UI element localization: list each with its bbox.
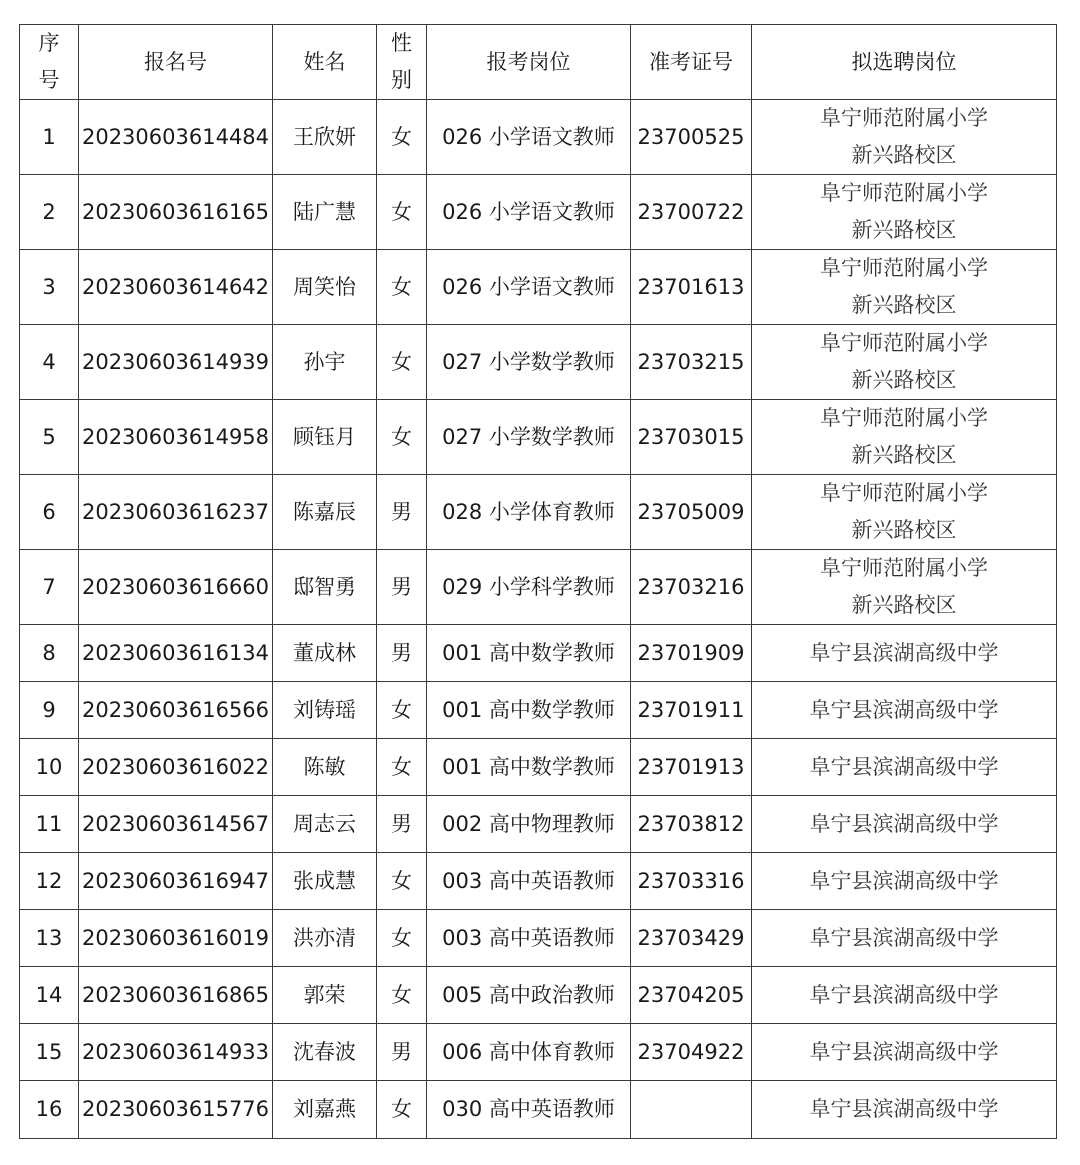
cell-assigned-unit	[752, 325, 1057, 400]
cell-gender: 女	[377, 400, 427, 475]
cell-position: 003 高中英语教师	[427, 910, 631, 967]
cell-position: 026 小学语文教师	[427, 250, 631, 325]
cell-reg-no: 20230603616165	[79, 175, 273, 250]
cell-position: 002 高中物理教师	[427, 796, 631, 853]
cell-seq: 7	[20, 550, 79, 625]
table-row	[20, 1081, 1057, 1139]
assigned-unit-line1: 阜宁县滨湖高级中学	[809, 868, 999, 893]
cell-gender: 女	[377, 175, 427, 250]
table-row	[20, 475, 1057, 550]
cell-position: 001 高中数学教师	[427, 739, 631, 796]
cell-position: 005 高中政治教师	[427, 967, 631, 1024]
table-row	[20, 682, 1057, 739]
assigned-unit-line1: 阜宁县滨湖高级中学	[809, 1039, 999, 1064]
cell-reg-no: 20230603616947	[79, 853, 273, 910]
cell-assigned-unit	[752, 550, 1057, 625]
assigned-unit-line1: 阜宁县滨湖高级中学	[809, 1097, 999, 1121]
assigned-unit-line2: 新兴路校区	[851, 443, 957, 467]
assigned-unit-line2: 新兴路校区	[851, 143, 957, 167]
cell-gender: 男	[377, 475, 427, 550]
cell-name: 刘嘉燕	[273, 1081, 377, 1139]
cell-reg-no: 20230603616022	[79, 739, 273, 796]
cell-name: 王欣妍	[273, 100, 377, 175]
assigned-unit-line2: 新兴路校区	[851, 218, 957, 242]
cell-name: 周志云	[273, 796, 377, 853]
cell-gender: 女	[377, 100, 427, 175]
cell-gender: 女	[377, 1081, 427, 1139]
cell-assigned-unit	[752, 796, 1057, 853]
cell-seq: 15	[20, 1024, 79, 1081]
cell-position: 001 高中数学教师	[427, 682, 631, 739]
cell-name: 邸智勇	[273, 550, 377, 625]
cell-name: 沈春波	[273, 1024, 377, 1081]
cell-name: 陈敏	[273, 739, 377, 796]
cell-gender: 男	[377, 625, 427, 682]
header-seq	[20, 25, 79, 100]
cell-assigned-unit	[752, 625, 1057, 682]
cell-name: 郭荣	[273, 967, 377, 1024]
assigned-unit-line2: 新兴路校区	[851, 593, 957, 617]
header-gender-line2: 别	[391, 68, 412, 92]
cell-exam-no: 23701911	[631, 682, 752, 739]
cell-seq: 14	[20, 967, 79, 1024]
cell-gender: 女	[377, 739, 427, 796]
header-row	[20, 25, 1057, 100]
assigned-unit-line1: 阜宁师范附属小学	[820, 181, 988, 205]
cell-gender: 男	[377, 550, 427, 625]
table-row	[20, 853, 1057, 910]
assigned-unit-line2: 新兴路校区	[851, 518, 957, 542]
cell-assigned-unit	[752, 967, 1057, 1024]
cell-reg-no: 20230603614484	[79, 100, 273, 175]
cell-assigned-unit	[752, 250, 1057, 325]
header-gender-line1: 性	[391, 31, 412, 55]
cell-exam-no: 23700722	[631, 175, 752, 250]
cell-seq: 2	[20, 175, 79, 250]
cell-assigned-unit	[752, 400, 1057, 475]
cell-position: 029 小学科学教师	[427, 550, 631, 625]
cell-name: 张成慧	[273, 853, 377, 910]
cell-reg-no: 20230603615776	[79, 1081, 273, 1139]
cell-position: 026 小学语文教师	[427, 100, 631, 175]
cell-gender: 男	[377, 1024, 427, 1081]
table-row	[20, 796, 1057, 853]
cell-assigned-unit	[752, 853, 1057, 910]
cell-seq: 10	[20, 739, 79, 796]
cell-position: 027 小学数学教师	[427, 325, 631, 400]
header-seq-line1: 序	[38, 31, 60, 55]
cell-reg-no: 20230603616865	[79, 967, 273, 1024]
cell-seq: 12	[20, 853, 79, 910]
cell-exam-no: 23703215	[631, 325, 752, 400]
cell-reg-no: 20230603616019	[79, 910, 273, 967]
cell-name: 孙宇	[273, 325, 377, 400]
cell-exam-no: 23701913	[631, 739, 752, 796]
header-name: 姓名	[273, 25, 377, 100]
cell-assigned-unit	[752, 1024, 1057, 1081]
cell-reg-no: 20230603616660	[79, 550, 273, 625]
cell-exam-no: 23704205	[631, 967, 752, 1024]
cell-gender: 男	[377, 796, 427, 853]
cell-name: 陈嘉辰	[273, 475, 377, 550]
cell-seq: 11	[20, 796, 79, 853]
cell-name: 洪亦清	[273, 910, 377, 967]
assigned-unit-line1: 阜宁县滨湖高级中学	[809, 640, 999, 665]
table-row	[20, 400, 1057, 475]
cell-reg-no: 20230603616134	[79, 625, 273, 682]
assigned-unit-line1: 阜宁师范附属小学	[820, 556, 988, 580]
cell-seq: 1	[20, 100, 79, 175]
cell-exam-no: 23700525	[631, 100, 752, 175]
assigned-unit-line2: 新兴路校区	[851, 368, 957, 392]
cell-assigned-unit	[752, 475, 1057, 550]
recruitment-roster-table	[19, 24, 1057, 1139]
cell-exam-no: 23704922	[631, 1024, 752, 1081]
table-row	[20, 100, 1057, 175]
assigned-unit-line1: 阜宁县滨湖高级中学	[809, 811, 999, 836]
table-row	[20, 175, 1057, 250]
cell-reg-no: 20230603614642	[79, 250, 273, 325]
assigned-unit-line1: 阜宁县滨湖高级中学	[809, 754, 999, 779]
cell-exam-no: 23701909	[631, 625, 752, 682]
cell-exam-no: 23703316	[631, 853, 752, 910]
cell-exam-no: 23703015	[631, 400, 752, 475]
header-assigned-unit: 拟选聘岗位	[752, 25, 1057, 100]
cell-name: 陆广慧	[273, 175, 377, 250]
cell-name: 刘铸瑶	[273, 682, 377, 739]
cell-seq: 3	[20, 250, 79, 325]
cell-reg-no: 20230603616566	[79, 682, 273, 739]
cell-seq: 4	[20, 325, 79, 400]
header-gender	[377, 25, 427, 100]
cell-reg-no: 20230603614567	[79, 796, 273, 853]
assigned-unit-line1: 阜宁师范附属小学	[820, 256, 988, 280]
assigned-unit-line1: 阜宁县滨湖高级中学	[809, 697, 999, 722]
header-position: 报考岗位	[427, 25, 631, 100]
cell-exam-no: 23703429	[631, 910, 752, 967]
assigned-unit-line1: 阜宁师范附属小学	[820, 406, 988, 430]
assigned-unit-line1: 阜宁师范附属小学	[820, 106, 988, 130]
cell-seq: 9	[20, 682, 79, 739]
cell-seq: 5	[20, 400, 79, 475]
cell-seq: 16	[20, 1081, 79, 1139]
cell-name: 董成林	[273, 625, 377, 682]
cell-reg-no: 20230603616237	[79, 475, 273, 550]
table-row	[20, 1024, 1057, 1081]
cell-position: 028 小学体育教师	[427, 475, 631, 550]
table-row	[20, 739, 1057, 796]
cell-exam-no	[631, 1081, 752, 1139]
cell-reg-no: 20230603614939	[79, 325, 273, 400]
table-row	[20, 325, 1057, 400]
header-exam-no: 准考证号	[631, 25, 752, 100]
assigned-unit-line1: 阜宁师范附属小学	[820, 331, 988, 355]
table-row	[20, 625, 1057, 682]
cell-position: 003 高中英语教师	[427, 853, 631, 910]
table-row	[20, 910, 1057, 967]
cell-gender: 女	[377, 325, 427, 400]
assigned-unit-line1: 阜宁县滨湖高级中学	[809, 982, 999, 1007]
cell-exam-no: 23701613	[631, 250, 752, 325]
header-reg-no: 报名号	[79, 25, 273, 100]
assigned-unit-line1: 阜宁师范附属小学	[820, 481, 988, 505]
cell-gender: 女	[377, 682, 427, 739]
cell-position: 006 高中体育教师	[427, 1024, 631, 1081]
cell-position: 030 高中英语教师	[427, 1081, 631, 1139]
assigned-unit-line1: 阜宁县滨湖高级中学	[809, 925, 999, 950]
cell-seq: 13	[20, 910, 79, 967]
header-seq-line2: 号	[38, 68, 60, 92]
cell-name: 周笑怡	[273, 250, 377, 325]
cell-position: 026 小学语文教师	[427, 175, 631, 250]
cell-gender: 女	[377, 853, 427, 910]
table-row	[20, 250, 1057, 325]
cell-assigned-unit	[752, 175, 1057, 250]
cell-reg-no: 20230603614958	[79, 400, 273, 475]
table-row	[20, 967, 1057, 1024]
cell-name: 顾钰月	[273, 400, 377, 475]
cell-gender: 女	[377, 967, 427, 1024]
cell-gender: 女	[377, 250, 427, 325]
cell-exam-no: 23703216	[631, 550, 752, 625]
cell-seq: 8	[20, 625, 79, 682]
cell-exam-no: 23703812	[631, 796, 752, 853]
assigned-unit-line2: 新兴路校区	[851, 293, 957, 317]
cell-assigned-unit	[752, 1081, 1057, 1139]
cell-assigned-unit	[752, 100, 1057, 175]
roster-body	[20, 100, 1057, 1139]
cell-reg-no: 20230603614933	[79, 1024, 273, 1081]
cell-assigned-unit	[752, 910, 1057, 967]
cell-seq: 6	[20, 475, 79, 550]
table-row	[20, 550, 1057, 625]
cell-gender: 女	[377, 910, 427, 967]
cell-position: 001 高中数学教师	[427, 625, 631, 682]
cell-assigned-unit	[752, 739, 1057, 796]
cell-assigned-unit	[752, 682, 1057, 739]
cell-position: 027 小学数学教师	[427, 400, 631, 475]
cell-exam-no: 23705009	[631, 475, 752, 550]
